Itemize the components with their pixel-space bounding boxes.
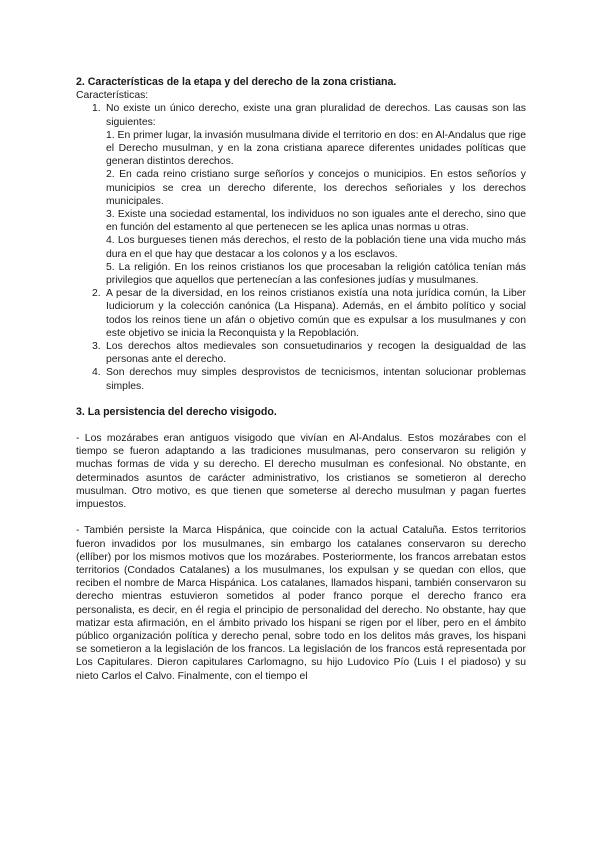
list-item-text: Los derechos altos medievales son consuetudinarios y recogen la desigualdad de las personas ante el derecho. <box>106 341 526 366</box>
cause-item: 2. En cada reino cristiano surge señoríos y concejos o municipios. En estos señoríos y municipios se crea un derecho diferente, los derechos señoriales y los derechos municipales. <box>106 169 526 207</box>
list-item-text: Son derechos muy simples desprovistos de tecnicismos, intentan solucionar problemas simples. <box>106 367 526 392</box>
characteristics-subheading: Características: <box>76 90 149 102</box>
list-item-text: A pesar de la diversidad, en los reinos cristianos existía una nota jurídica común, la Liber Iudiciorum y la colección canónica (La Hispana). Además, en el ámbito político y social todos los reinos tiene un afán o objetivo común que es expulsar a los musulmanes y con este objetivo se inicia la Reconquista y la Repoblación. <box>106 288 526 339</box>
cause-item: 5. La religión. En los reinos cristianos los que procesaban la religión católica tenían más privilegios que aquellos que pertenecían a las confesiones judías y musulmanes. <box>106 261 526 287</box>
characteristics-list <box>76 102 526 392</box>
cause-item: 3. Existe una sociedad estamental, los individuos no son iguales ante el derecho, sino que en función del estamento al que pertenecen se les aplica unas normas u otras. <box>106 209 526 234</box>
list-item-number: 4. <box>92 367 101 379</box>
list-item <box>76 287 526 340</box>
list-item <box>76 102 526 287</box>
cause-item: 4. Los burgueses tienen más derechos, el resto de la población tiene una vida mucho más dura en el que hay que destacar a los colonos y a los esclavos. <box>106 235 526 260</box>
list-item-number: 3. <box>92 341 101 353</box>
paragraph-marca-hispanica: - También persiste la Marca Hispánica, que coincide con la actual Cataluña. Estos territorios fueron invadidos por los musulmanes, sin embargo los catalanes conservaron su derecho (ellíber) por los mismos motivos que los mozárabes. Posteriormente, los francos arrebatan estos territorios (Condados Catalanes) a los musulmanes, los expulsan y se quedan con ellos, que reciben el nombre de Marca Hispánica. Los catalanes, llamados hispani, también conservaron su derecho mientras estuvieron sometidos al poder franco porque el derecho franco era personalista, es decir, en él regia el principio de personalidad del derecho. No obstante, hay que matizar esta afirmación, en el ámbito privado los hispani se rigen por el líber, pero en el ámbito público organización política y derecho penal, sobre todo en los delitos más graves, los hispani se sometieron a la legislación de los francos. La legislación de los francos está representada por Los Capitulares. Dieron capitulares Carlomagno, su hijo Ludovico Pío (Luis I el piadoso) y su nieto Carlos el Calvo. Finalmente, con el tiempo el <box>76 525 526 682</box>
list-item <box>76 340 526 366</box>
section-3-title: 3. La persistencia del derecho visigodo. <box>76 405 277 418</box>
paragraph-mozarabes: - Los mozárabes eran antiguos visigodo que vivían en Al-Andalus. Estos mozárabes con el tiempo se fueron adaptando a las tradiciones musulmanas, pero conservaron su religión y muchas formas de vida y su derecho. El derecho musulman es confesional. No obstante, en determinados asuntos de carácter administrativo, los cristianos se sometieron al derecho musulman. Otro motivo, es que tienen que someterse al derecho musulman y pagan fuertes impuestos. <box>76 433 526 511</box>
document-content <box>76 76 526 683</box>
section-2-title: 2. Características de la etapa y del derecho de la zona cristiana. <box>76 76 397 88</box>
list-item <box>76 366 526 392</box>
list-item-text: No existe un único derecho, existe una gran pluralidad de derechos. Las causas son las siguientes: <box>106 103 526 128</box>
list-item-number: 2. <box>92 288 101 300</box>
causes-list <box>106 129 526 287</box>
list-item-number: 1. <box>92 103 101 115</box>
cause-item: 1. En primer lugar, la invasión musulmana divide el territorio en dos: en Al-Andalus que rige el Derecho musulman, y en la zona cristiana aparece diferentes unidades políticas que generan distintos derechos. <box>106 129 526 168</box>
